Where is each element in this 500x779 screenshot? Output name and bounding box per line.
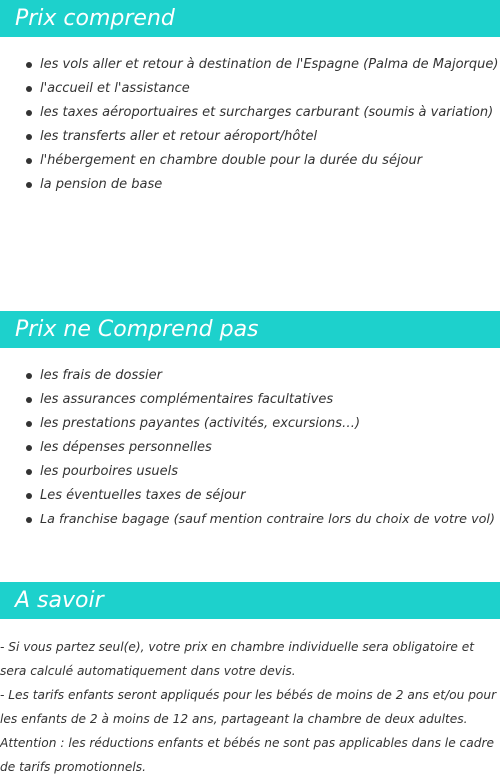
list-item: Les éventuelles taxes de séjour xyxy=(0,484,500,508)
excludes-section-title: Prix ne Comprend pas xyxy=(0,311,500,348)
list-item: les taxes aéroportuaires et surcharges carburant (soumis à variation) xyxy=(0,101,500,125)
list-item: La franchise bagage (sauf mention contraire lors du choix de votre vol) xyxy=(0,508,500,532)
list-item: les transferts aller et retour aéroport/hôtel xyxy=(0,125,500,149)
list-item: les vols aller et retour à destination de l'Espagne (Palma de Majorque) xyxy=(0,53,500,77)
list-item: l'hébergement en chambre double pour la durée du séjour xyxy=(0,149,500,173)
info-paragraph: Attention : les réductions enfants et bébés ne sont pas applicables dans le cadre de tarifs promotionnels. xyxy=(0,736,494,774)
list-item: les dépenses personnelles xyxy=(0,436,500,460)
savoir-section-title: A savoir xyxy=(0,582,500,619)
excludes-list xyxy=(0,364,500,532)
info-paragraph: - Les tarifs enfants seront appliqués pour les bébés de moins de 2 ans et/ou pour les enfants de 2 à moins de 12 ans, partageant la chambre de deux adultes. xyxy=(0,688,497,726)
list-item: les assurances complémentaires facultatives xyxy=(0,388,500,412)
includes-list xyxy=(0,53,500,197)
info-paragraph: - Si vous partez seul(e), votre prix en chambre individuelle sera obligatoire et sera calculé automatiquement dans votre devis. xyxy=(0,640,474,678)
savoir-text xyxy=(0,635,500,779)
list-item: les prestations payantes (activités, excursions…) xyxy=(0,412,500,436)
list-item: les frais de dossier xyxy=(0,364,500,388)
list-item: la pension de base xyxy=(0,173,500,197)
list-item: l'accueil et l'assistance xyxy=(0,77,500,101)
includes-section-title: Prix comprend xyxy=(0,0,500,37)
list-item: les pourboires usuels xyxy=(0,460,500,484)
